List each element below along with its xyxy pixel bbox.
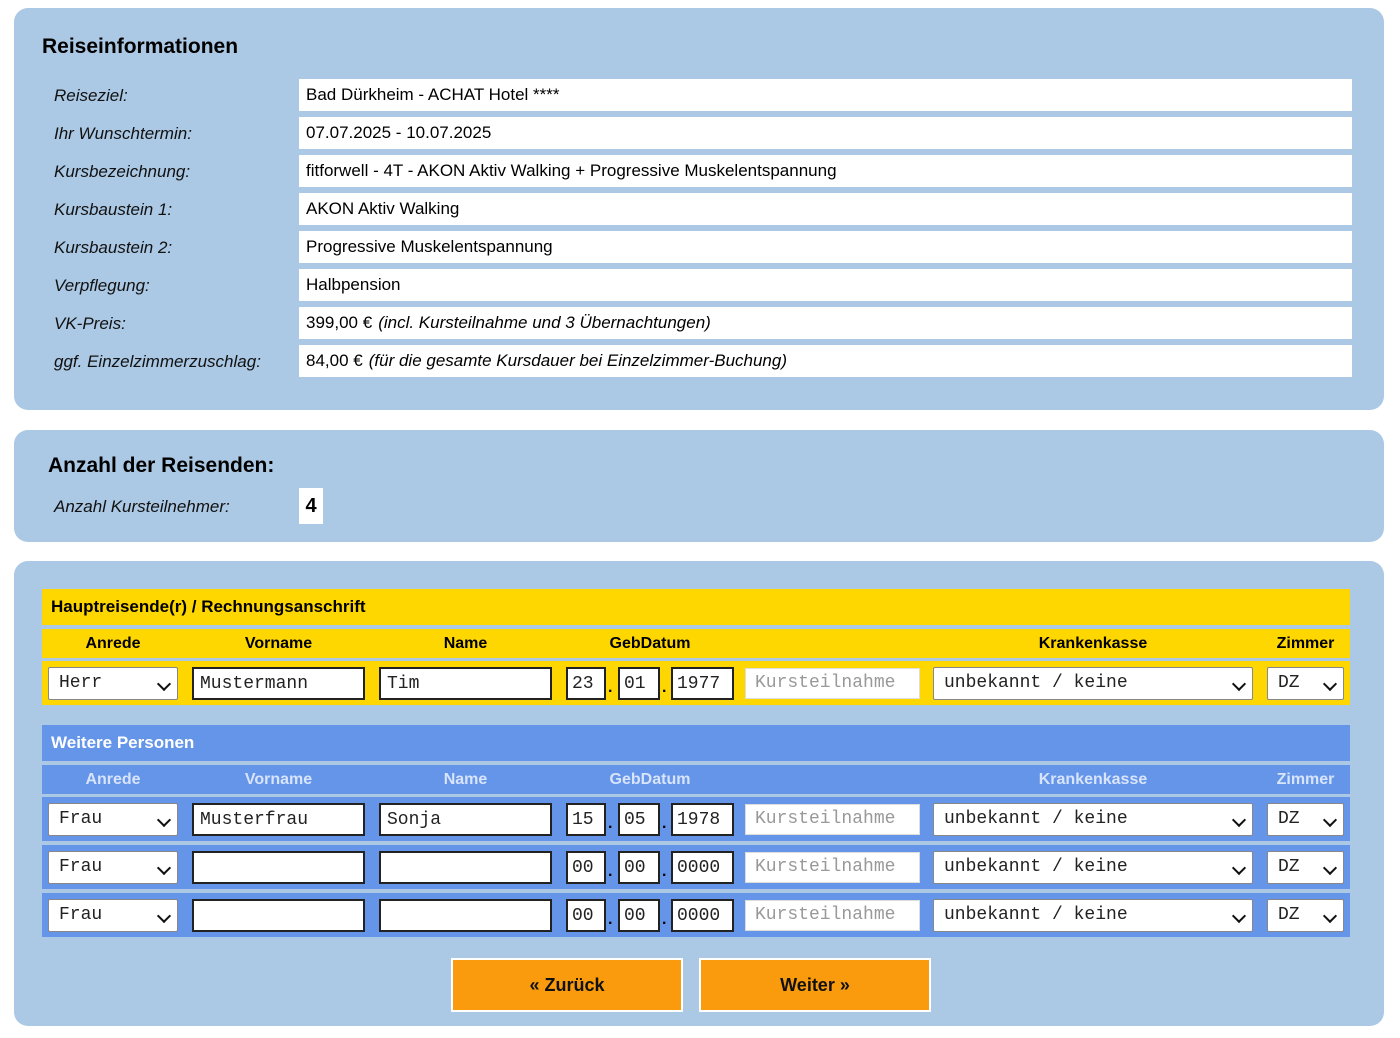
vorname-input[interactable] [192,667,365,700]
reiseinformationen-panel [14,8,1384,410]
zimmer-select[interactable]: DZ [1267,851,1344,884]
vk-preis-label: VK-Preis: [54,314,126,333]
geb-tag-input[interactable] [566,851,606,884]
kursteilnahme-field[interactable]: Kursteilnahme [745,900,920,931]
date-separator: . [662,679,667,696]
krankenkasse-select[interactable]: unbekannt / keine [933,851,1253,884]
geb-jahr-input[interactable] [671,899,734,932]
hauptreisende-column-headers [42,629,1350,658]
krankenkasse-select[interactable]: unbekannt / keine [933,803,1253,836]
chevron-down-icon [1232,813,1246,827]
chevron-down-icon [1323,909,1337,923]
wunschtermin-value: 07.07.2025 - 10.07.2025 [299,117,1352,149]
col-krankenkasse: Krankenkasse [1038,771,1148,788]
date-separator: . [608,863,613,880]
chevron-down-icon [157,861,171,875]
anzahl-reisende-title: Anzahl der Reisenden: [48,454,275,477]
geb-tag-input[interactable] [566,803,606,836]
next-button[interactable]: Weiter » [699,958,931,1012]
kursbezeichnung-label: Kursbezeichnung: [54,162,191,181]
anrede-select[interactable]: Frau [48,803,178,836]
anzahl-kursteilnehmer-label: Anzahl Kursteilnehmer: [54,497,230,516]
col-zimmer: Zimmer [1276,635,1335,652]
kursbaustein1-value: AKON Aktiv Walking [299,193,1352,225]
anrede-select[interactable]: Frau [48,899,178,932]
kursteilnahme-field[interactable]: Kursteilnahme [745,852,920,883]
geb-tag-input[interactable] [566,899,606,932]
col-vorname: Vorname [244,635,313,652]
anrede-select[interactable]: Herr [48,667,178,700]
anrede-select[interactable]: Frau [48,851,178,884]
kursteilnahme-field[interactable]: Kursteilnahme [745,804,920,835]
geb-tag-input[interactable] [566,667,606,700]
col-zimmer: Zimmer [1276,771,1335,788]
person-row [42,661,1350,705]
chevron-down-icon [157,813,171,827]
date-separator: . [662,863,667,880]
back-button[interactable]: « Zurück [451,958,683,1012]
chevron-down-icon [1323,813,1337,827]
geb-monat-input[interactable] [618,851,660,884]
name-input[interactable] [379,851,552,884]
zimmer-select[interactable]: DZ [1267,899,1344,932]
anzahl-kursteilnehmer-value: 4 [299,488,323,524]
verpflegung-label: Verpflegung: [54,276,150,295]
chevron-down-icon [1232,909,1246,923]
date-separator: . [662,911,667,928]
date-separator: . [608,815,613,832]
geb-monat-input[interactable] [618,899,660,932]
col-krankenkasse: Krankenkasse [1038,635,1148,652]
col-anrede: Anrede [85,635,141,652]
krankenkasse-select[interactable]: unbekannt / keine [933,667,1253,700]
geb-jahr-input[interactable] [671,667,734,700]
reiseziel-value: Bad Dürkheim - ACHAT Hotel **** [299,79,1352,111]
chevron-down-icon [157,909,171,923]
wunschtermin-label: Ihr Wunschtermin: [54,124,192,143]
col-vorname: Vorname [244,771,313,788]
geb-jahr-input[interactable] [671,803,734,836]
krankenkasse-select[interactable]: unbekannt / keine [933,899,1253,932]
einzelzimmerzuschlag-label: ggf. Einzelzimmerzuschlag: [54,352,261,371]
name-input[interactable] [379,803,552,836]
kursbezeichnung-value: fitforwell - 4T - AKON Aktiv Walking + Progressive Muskelentspannung [299,155,1352,187]
hauptreisende-title: Hauptreisende(r) / Rechnungsanschrift [42,589,1350,625]
kursbaustein2-value: Progressive Muskelentspannung [299,231,1352,263]
date-separator: . [662,815,667,832]
kursbaustein2-label: Kursbaustein 2: [54,238,173,257]
reiseinformationen-title: Reiseinformationen [42,35,239,58]
geb-jahr-input[interactable] [671,851,734,884]
einzelzimmerzuschlag-value: 84,00 € (für die gesamte Kursdauer bei Einzelzimmer-Buchung) [299,345,1352,377]
anzahl-reisende-panel [14,430,1384,542]
chevron-down-icon [1323,861,1337,875]
einzelzimmerzuschlag-note: (für die gesamte Kursdauer bei Einzelzimmer-Buchung) [368,351,788,370]
weitere-personen-title: Weitere Personen [42,725,1350,761]
date-separator: . [608,679,613,696]
vorname-input[interactable] [192,899,365,932]
col-gebdatum: GebDatum [609,635,691,652]
kursbaustein1-label: Kursbaustein 1: [54,200,173,219]
zimmer-select[interactable]: DZ [1267,803,1344,836]
name-input[interactable] [379,899,552,932]
chevron-down-icon [1232,861,1246,875]
col-name: Name [443,635,488,652]
col-anrede: Anrede [85,771,141,788]
date-separator: . [608,911,613,928]
geb-monat-input[interactable] [618,803,660,836]
weitere-personen-column-headers [42,765,1350,794]
person-row [42,893,1350,937]
col-gebdatum: GebDatum [609,771,691,788]
geb-monat-input[interactable] [618,667,660,700]
person-row [42,797,1350,841]
reiseziel-label: Reiseziel: [54,86,128,105]
kursteilnahme-field[interactable]: Kursteilnahme [745,668,920,699]
vorname-input[interactable] [192,851,365,884]
name-input[interactable] [379,667,552,700]
chevron-down-icon [157,677,171,691]
verpflegung-value: Halbpension [299,269,1352,301]
vk-preis-value: 399,00 € (incl. Kursteilnahme und 3 Übernachtungen) [299,307,1352,339]
personen-panel [14,561,1384,1026]
chevron-down-icon [1323,677,1337,691]
zimmer-select[interactable]: DZ [1267,667,1344,700]
person-row [42,845,1350,889]
chevron-down-icon [1232,677,1246,691]
vorname-input[interactable] [192,803,365,836]
vk-preis-note: (incl. Kursteilnahme und 3 Übernachtungen) [378,313,711,332]
col-name: Name [443,771,488,788]
